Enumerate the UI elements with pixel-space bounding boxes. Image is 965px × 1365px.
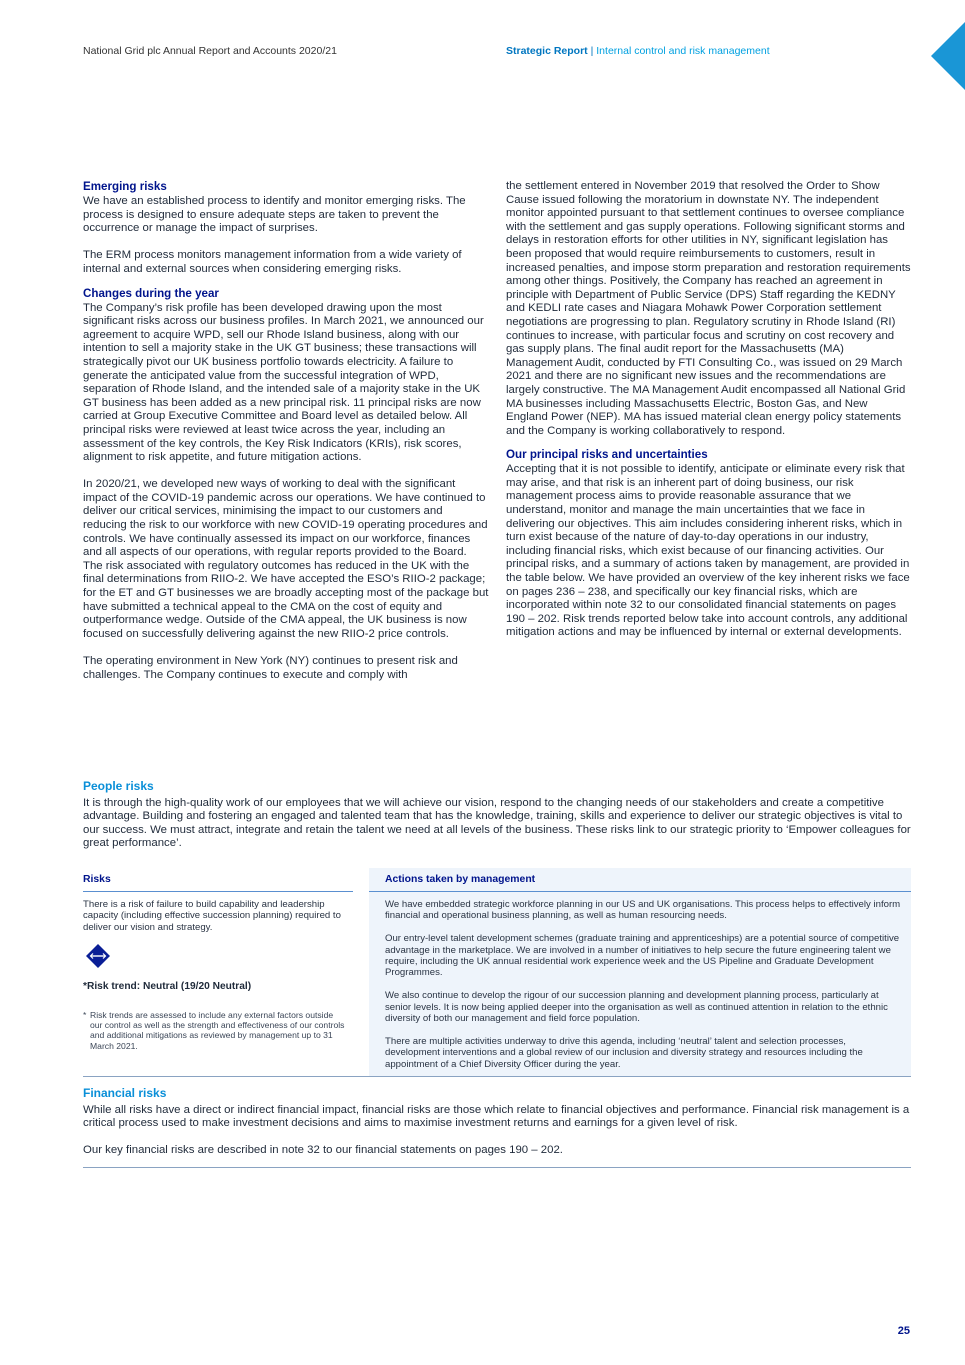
risk-trend-footnote bbox=[83, 1010, 345, 1051]
corner-tab-icon bbox=[931, 22, 965, 90]
risks-column-header: Risks bbox=[83, 868, 353, 892]
changes-heading: Changes during the year bbox=[83, 286, 219, 300]
risk-description: There is a risk of failure to build capability and leadership capacity (including effective succession planning) required to deliver our vision and strategy. bbox=[83, 899, 341, 933]
neutral-trend-diamond-icon bbox=[85, 943, 111, 969]
page-number: 25 bbox=[897, 1325, 910, 1337]
changes-paragraph-3: The operating environment in New York (NY) continues to present risk and challenges. The Company continues to execute and comply with bbox=[83, 655, 458, 681]
people-risks-section bbox=[83, 780, 911, 851]
header-section-title bbox=[506, 45, 770, 57]
financial-risks-paragraph-2: Our key financial risks are described in note 32 to our financial statements on pages 190 – 202. bbox=[83, 1144, 563, 1157]
actions-column-header: Actions taken by management bbox=[385, 874, 536, 885]
risk-cell bbox=[83, 892, 353, 1076]
emerging-risks-paragraph-2: The ERM process monitors management information from a wide variety of internal and external sources when considering emerging risks. bbox=[83, 249, 462, 275]
table-header-row bbox=[83, 868, 911, 892]
principal-risks-heading: Our principal risks and uncertainties bbox=[506, 448, 708, 462]
actions-cell bbox=[369, 892, 911, 1076]
action-paragraph: We have embedded strategic workforce planning in our US and UK organisations. This process helps to effectively inform financial and operational business planning, as well as human resourcing needs. bbox=[385, 899, 901, 922]
risk-trend-label: *Risk trend: Neutral (19/20 Neutral) bbox=[83, 980, 252, 992]
footnote-star: * bbox=[83, 1010, 87, 1021]
table-row bbox=[83, 892, 911, 1077]
left-column bbox=[83, 180, 489, 696]
right-column bbox=[506, 180, 912, 654]
ny-continued-paragraph: the settlement entered in November 2019 that resolved the Order to Show Cause issued following the moratorium in downstate NY. The independent monitor appointed pursuant to that settlement continues to oversee compliance with the settlement and gas supply operations. Following significant storms and delays in restoration efforts for other utilities in NY, significant legislation has been proposed that would require reimbursements to customers, result in increased penalties, and impose storm preparation and restoration requirements among other things. Positively, the Company has reached an agreement in principle with Department of Public Service (DPS) Staff regarding the KEDNY and KEDLI rate cases and Niagara Mohawk Power Corporation settlement negotiations are progressing to plan. Regulatory scrutiny in Rhode Island (RI) continues to increase, with particular focus and scrutiny on cost recovery and gas supply plans. The final audit report for the Massachusetts (MA) Management Audit, conducted by FTI Consulting Co., was issued on 29 March 2021 and there are no significant new issues and the recommendations are largely constructive. The MA Management Audit encompassed all National Grid MA businesses including Massachusetts Electric, Boston Gas, and New England Power (NEP). MA has issued material clean energy policy statements and the Company is working collaboratively to respond. bbox=[506, 180, 911, 437]
people-risks-intro: It is through the high-quality work of our employees that we will achieve our vision, respond to the changing needs of our stakeholders and create a competitive advantage. Building and fostering an engaged and talented team that has the knowledge, training, skills and experience to deliver our strategic objectives is vital to our success. We must attract, integrate and retain the talent we need at all levels of the business. These risks link to our strategic priority to ‘Empower colleagues for great performance’. bbox=[83, 796, 911, 850]
footnote-text: Risk trends are assessed to include any external factors outside our control as well as the strength and effectiveness of our controls and additional mitigations as reviewed by management up to 31 March 2021. bbox=[90, 1010, 345, 1051]
people-risks-heading: People risks bbox=[83, 779, 154, 793]
actions-column-header-cell bbox=[369, 868, 911, 892]
financial-risks-section bbox=[83, 1087, 911, 1168]
header-subsection: Internal control and risk management bbox=[596, 45, 770, 57]
header-left-title: National Grid plc Annual Report and Accounts 2020/21 bbox=[83, 45, 337, 57]
changes-paragraph-2: In 2020/21, we developed new ways of working to deal with the significant impact of the COVID-19 pandemic across our operations. We have continued to deliver our critical services, minimising the impact to our customers and reducing the risk to our workforce with new COVID-19 operating procedures and controls. We have continually assessed its impact on our workforce, finances and all aspects of our operations, with regular reports provided to the Board. The risk associated with regulatory outcomes has reduced in the UK with the final determinations from RIIO-2. We have accepted the ESO’s RIIO-2 package; for the ET and GT businesses we are broadly accepting most of the package but have submitted a technical appeal to the CMA on the cost of equity and outperformance wedge. Outside of the CMA appeal, the UK business is now focused on successfully delivering against the new RIIO-2 price controls. bbox=[83, 478, 489, 640]
header-section: Strategic Report bbox=[506, 45, 588, 57]
action-paragraph: There are multiple activities underway to drive this agenda, including ‘neutral’ talent and selection processes, development interventions and a global review of our inclusion and diversity strategy and resources including the appointment of a Chief Diversity Officer during the year. bbox=[385, 1035, 863, 1070]
principal-risks-paragraph: Accepting that it is not possible to identify, anticipate or eliminate every risk that may arise, and that risk is an inherent part of doing business, our risk management process aims to provide reasonable assurance that we understand, monitor and manage the main uncertainties that we face in delivering our objectives. This aim includes considering inherent risks, which in turn exist because of the nature of day-to-day operations in our industry, including financial risks, which exist because of our financing activities. Our principal risks, and a summary of actions taken by management, are provided in the table below. We have provided an overview of the key inherent risks we face on pages 236 – 238, and specifically our key financial risks, which are incorporated within note 32 to our consolidated financial statements on pages 190 – 202. Risk trends reported below take into account controls, any additional mitigation actions and may be influenced by internal or external developments. bbox=[506, 463, 910, 639]
changes-paragraph-1: The Company’s risk profile has been developed drawing upon the most significant risks across our business profiles. In March 2021, we announced our agreement to acquire WPD, sell our Rhode Island business, along with our intention to sell a majority stake in the UK GT business; these transactions will strategically pivot our UK business portfolio towards electricity. A failure to generate the anticipated value from the successful integration of WPD, separation of Rhode Island, and the intended sale of a majority stake in the UK GT business has been added as a new principal risk. 11 principal risks are now carried at Group Executive Committee and Board level as detailed below. All principal risks were reviewed at least twice across the year, including an assessment of the key controls, the Key Risk Indicators (KRIs), risk scores, alignment to risk appetite, and future mitigation actions. bbox=[83, 301, 484, 464]
financial-risks-paragraph-1: While all risks have a direct or indirect financial impact, financial risks are those which relate to financial objectives and performance. Financial risk management is a critical process used to make investment decisions and aims to maximise investment returns and earnings for a given level of risk. bbox=[83, 1103, 910, 1130]
emerging-risks-heading: Emerging risks bbox=[83, 180, 167, 193]
header-separator: | bbox=[590, 45, 594, 57]
action-paragraph: We also continue to develop the rigour of our succession planning and development planning process, particularly at senior levels. It is now being applied deeper into the organisation as well as continued attention in relation to the ethnic diversity of both our management and field force population. bbox=[385, 990, 888, 1025]
people-risks-table bbox=[83, 868, 911, 1077]
emerging-risks-paragraph-1: We have an established process to identify and monitor emerging risks. The process is designed to ensure adequate steps are taken to prevent the occurrence or manage the impact of surprises. bbox=[83, 195, 466, 235]
financial-risks-heading: Financial risks bbox=[83, 1086, 167, 1100]
section-divider bbox=[83, 1167, 911, 1168]
action-paragraph: Our entry-level talent development schemes (graduate training and apprenticeships) are a potential source of competitive advantage in the marketplace. We are involved in a number of initiatives to help secure the future engineering talent we require, including the UK annual residential work experience week and the US Pipeline and Graduate Development Programmes. bbox=[385, 933, 900, 979]
